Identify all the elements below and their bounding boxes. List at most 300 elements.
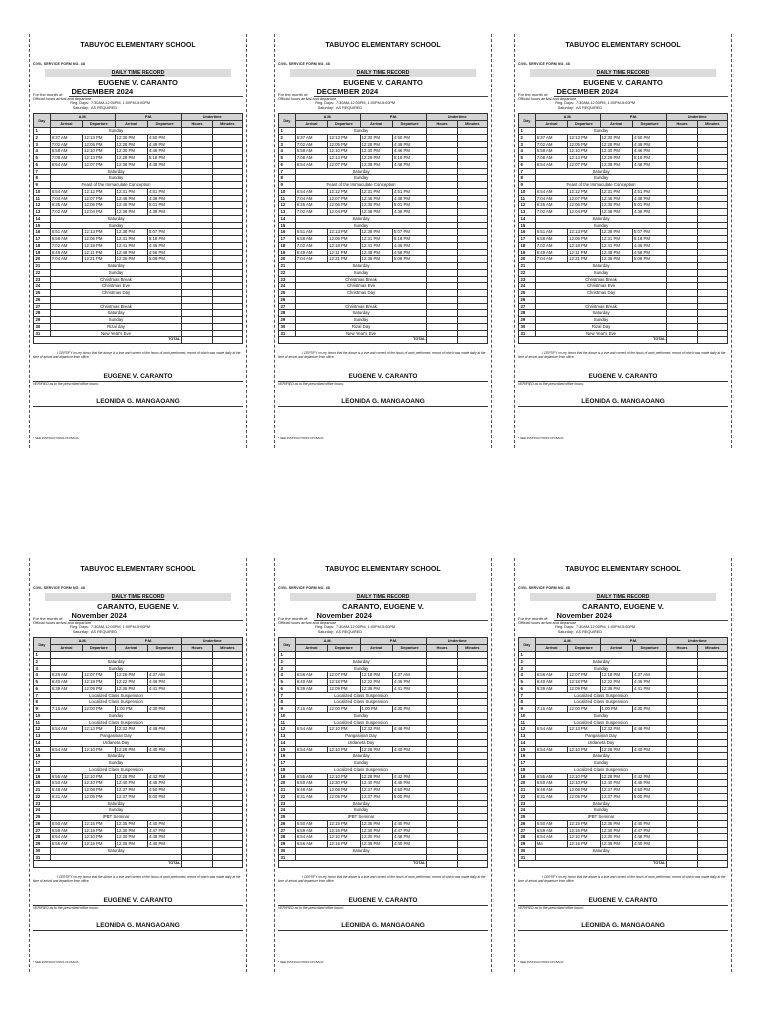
pm-arrival-cell: 12:31 PM xyxy=(115,188,147,195)
undertime-hours-cell xyxy=(427,330,457,337)
am-arrival-cell: 6:31 AM xyxy=(50,793,82,800)
am-arrival-cell: 6:48 AM xyxy=(50,787,82,794)
table-row xyxy=(519,854,728,861)
pm-departure-cell: 4:46 PM xyxy=(147,148,181,155)
pm-arrival-cell: 12:46 PM xyxy=(600,195,632,202)
saturday-label: Saturday: xyxy=(72,106,89,110)
pm-arrival-cell: 12:35 PM xyxy=(360,820,392,827)
instructions-note: * SEE INSTRUCTIONS ON BACK xyxy=(518,436,564,440)
undertime-hours-cell xyxy=(427,317,457,324)
official-hours-label: Official hours arrival and departure xyxy=(33,621,92,625)
am-arrival-cell: 6:37 AM xyxy=(50,134,82,141)
undertime-minutes-cell xyxy=(697,175,727,182)
am-departure-cell: 12:10 PM xyxy=(568,148,600,155)
undertime-minutes-cell xyxy=(212,215,242,222)
day-number: 23 xyxy=(34,276,51,283)
undertime-hours-cell xyxy=(182,733,212,740)
saturday-label: Saturday: xyxy=(72,630,89,634)
day-number: 22 xyxy=(34,269,51,276)
dtr-title: DAILY TIME RECORD xyxy=(530,69,716,77)
day-note: Sunday xyxy=(535,222,667,229)
pm-departure-cell: 4:40 PM xyxy=(632,746,666,753)
pm-departure-cell: 4:39 PM xyxy=(392,209,426,216)
undertime-minutes-cell xyxy=(697,290,727,297)
table-row xyxy=(279,256,488,263)
day-number: 19 xyxy=(519,773,536,780)
reg-days-label: Reg. Days: xyxy=(555,625,574,629)
undertime-hours-cell xyxy=(427,841,457,848)
table-row xyxy=(279,733,488,740)
table-row xyxy=(519,168,728,175)
day-note: Sunday xyxy=(50,269,182,276)
table-row xyxy=(519,672,728,679)
table-row xyxy=(34,249,243,256)
school-name: TABUYOC ELEMENTARY SCHOOL xyxy=(565,566,681,573)
undertime-minutes-cell xyxy=(697,712,727,719)
am-arrival-cell: 6:50 AM xyxy=(535,780,567,787)
header-pm: P.M. xyxy=(600,638,667,645)
pm-arrival-cell: 12:28 PM xyxy=(115,746,147,753)
undertime-minutes-cell xyxy=(457,760,487,767)
undertime-minutes-cell xyxy=(212,249,242,256)
form-number: CIVIL SERVICE FORM NO. 48 xyxy=(518,62,570,66)
undertime-minutes-cell xyxy=(212,766,242,773)
table-row xyxy=(34,276,243,283)
undertime-minutes-cell xyxy=(697,242,727,249)
day-number: 12 xyxy=(34,726,51,733)
table-row xyxy=(519,263,728,270)
undertime-hours-cell xyxy=(667,847,697,854)
employee-signature: EUGENE V. CARANTO xyxy=(33,897,243,906)
day-number: 17 xyxy=(519,760,536,767)
undertime-minutes-cell xyxy=(457,323,487,330)
pm-departure-cell: 4:51 PM xyxy=(632,188,666,195)
day-number: 17 xyxy=(34,760,51,767)
undertime-hours-cell xyxy=(667,222,697,229)
undertime-minutes-cell xyxy=(457,195,487,202)
table-row xyxy=(519,134,728,141)
undertime-minutes-cell xyxy=(697,780,727,787)
pm-arrival-cell: 12:35 PM xyxy=(115,841,147,848)
undertime-minutes-cell xyxy=(212,733,242,740)
table-row xyxy=(519,148,728,155)
undertime-minutes-cell xyxy=(212,310,242,317)
undertime-minutes-cell xyxy=(212,841,242,848)
undertime-hours-cell xyxy=(427,706,457,713)
day-note: Saturday xyxy=(50,168,182,175)
undertime-hours-cell xyxy=(182,679,212,686)
undertime-hours-cell xyxy=(182,719,212,726)
day-note: Sunday xyxy=(295,222,427,229)
day-number: 10 xyxy=(279,712,296,719)
table-row xyxy=(34,807,243,814)
am-arrival-cell: 6:54 AM xyxy=(50,188,82,195)
pm-arrival-cell: 12:41 PM xyxy=(600,242,632,249)
undertime-minutes-cell xyxy=(697,665,727,672)
undertime-minutes-cell xyxy=(457,739,487,746)
undertime-minutes-cell xyxy=(457,672,487,679)
day-number: 9 xyxy=(34,182,51,189)
am-departure-cell: 12:05 PM xyxy=(328,793,360,800)
undertime-hours-cell xyxy=(427,814,457,821)
undertime-hours-cell xyxy=(667,296,697,303)
am-arrival-cell: 6:40 AM xyxy=(50,679,82,686)
day-number: 23 xyxy=(279,276,296,283)
saturday-row xyxy=(33,106,243,111)
day-number: 5 xyxy=(34,679,51,686)
am-departure-cell: 12:13 PM xyxy=(568,229,600,236)
table-row xyxy=(34,679,243,686)
am-departure-cell: 12:05 PM xyxy=(568,236,600,243)
saturday-value: AS REQUIRED xyxy=(91,106,118,110)
table-row xyxy=(34,182,243,189)
header-hours: Hours xyxy=(427,645,457,652)
pm-arrival-cell: 12:37 PM xyxy=(360,787,392,794)
undertime-minutes-cell xyxy=(212,195,242,202)
table-row xyxy=(279,148,488,155)
undertime-hours-cell xyxy=(182,658,212,665)
pm-departure-cell: 4:46 PM xyxy=(392,148,426,155)
table-row xyxy=(34,719,243,726)
day-number: 25 xyxy=(279,814,296,821)
day-note xyxy=(295,854,427,861)
am-departure-cell: 12:13 PM xyxy=(568,134,600,141)
day-number: 28 xyxy=(279,310,296,317)
day-note: Sunday xyxy=(535,712,667,719)
day-number: 12 xyxy=(279,726,296,733)
table-row xyxy=(279,814,488,821)
day-number: 9 xyxy=(519,706,536,713)
reg-days-value: 7:30AM-12:00PM, 1:00PM-5:00PM xyxy=(336,101,396,105)
day-number: 15 xyxy=(519,222,536,229)
instructions-note: * SEE INSTRUCTIONS ON BACK xyxy=(518,960,564,964)
day-number: 6 xyxy=(519,161,536,168)
day-note: Sunday xyxy=(535,128,667,135)
day-number: 25 xyxy=(279,290,296,297)
day-note xyxy=(295,296,427,303)
day-note: Saturday xyxy=(295,753,427,760)
day-number: 3 xyxy=(34,665,51,672)
table-row xyxy=(519,310,728,317)
day-number: 27 xyxy=(34,827,51,834)
table-row xyxy=(519,317,728,324)
undertime-minutes-cell xyxy=(697,195,727,202)
undertime-minutes-cell xyxy=(457,665,487,672)
day-number: 24 xyxy=(279,807,296,814)
day-number: 3 xyxy=(519,665,536,672)
am-departure-cell: 12:13 PM xyxy=(328,155,360,162)
undertime-minutes-cell xyxy=(457,854,487,861)
day-number: 16 xyxy=(519,753,536,760)
undertime-minutes-cell xyxy=(212,290,242,297)
verified-text: VERIFIED as to the prescribed office hours: xyxy=(278,382,344,386)
am-arrival-cell: 6:54 AM xyxy=(535,726,567,733)
day-note: Christmas Eve xyxy=(295,283,427,290)
dtr-title: DAILY TIME RECORD xyxy=(290,593,476,601)
am-arrival-cell: 6:39 AM xyxy=(50,685,82,692)
undertime-hours-cell xyxy=(667,182,697,189)
undertime-hours-cell xyxy=(427,269,457,276)
day-note: Localized Class Suspension xyxy=(295,699,427,706)
day-note: Localized Class Suspension xyxy=(295,766,427,773)
undertime-hours-cell xyxy=(427,202,457,209)
undertime-hours-cell xyxy=(182,263,212,270)
header-am-departure: Departure xyxy=(568,121,600,128)
undertime-hours-cell xyxy=(182,155,212,162)
undertime-minutes-cell xyxy=(697,787,727,794)
pm-departure-cell: 4:40 PM xyxy=(147,746,181,753)
day-note: Saturday xyxy=(295,168,427,175)
pm-arrival-cell: 12:28 PM xyxy=(115,773,147,780)
table-row xyxy=(34,202,243,209)
undertime-minutes-cell xyxy=(212,330,242,337)
pm-departure-cell: 5:01 PM xyxy=(632,202,666,209)
am-departure-cell: 12:10 PM xyxy=(568,746,600,753)
pm-departure-cell: 4:47 PM xyxy=(147,827,181,834)
official-hours-label: Official hours arrival and departure xyxy=(278,621,337,625)
undertime-hours-cell xyxy=(667,276,697,283)
day-note: Christmas Eve xyxy=(50,283,182,290)
undertime-minutes-cell xyxy=(697,263,727,270)
am-departure-cell: 12:15 PM xyxy=(568,827,600,834)
saturday-row xyxy=(518,630,728,635)
table-row xyxy=(279,726,488,733)
day-number: 7 xyxy=(279,692,296,699)
day-number: 22 xyxy=(279,269,296,276)
am-departure-cell: 12:18 PM xyxy=(568,242,600,249)
undertime-minutes-cell xyxy=(697,814,727,821)
month-value: November 2024 xyxy=(314,611,488,621)
table-row xyxy=(519,814,728,821)
pm-departure-cell: 4:46 PM xyxy=(392,679,426,686)
undertime-minutes-cell xyxy=(212,820,242,827)
table-row xyxy=(519,746,728,753)
table-row xyxy=(279,236,488,243)
am-arrival-cell: 7:02 AM xyxy=(295,209,327,216)
am-arrival-cell: 6:50 AM xyxy=(535,820,567,827)
table-row xyxy=(34,209,243,216)
pm-departure-cell: 4:45 PM xyxy=(147,780,181,787)
total-label: TOTAL xyxy=(519,337,667,344)
school-name: TABUYOC ELEMENTARY SCHOOL xyxy=(565,42,681,49)
day-number: 17 xyxy=(34,236,51,243)
undertime-minutes-cell xyxy=(212,188,242,195)
table-row xyxy=(279,658,488,665)
header-pm: P.M. xyxy=(115,638,182,645)
table-row xyxy=(279,215,488,222)
day-note: Sunday xyxy=(50,175,182,182)
pm-departure-cell: 4:51 PM xyxy=(392,188,426,195)
pm-arrival-cell: 1:00 PM xyxy=(600,706,632,713)
total-hours xyxy=(667,861,697,868)
month-value: DECEMBER 2024 xyxy=(314,87,488,97)
pm-departure-cell: 4:46 PM xyxy=(632,679,666,686)
pm-arrival-cell: 12:40 PM xyxy=(600,780,632,787)
undertime-minutes-cell xyxy=(697,303,727,310)
undertime-minutes-cell xyxy=(697,148,727,155)
undertime-minutes-cell xyxy=(457,296,487,303)
official-hours-label: Official hours arrival and departure xyxy=(518,97,577,101)
table-row xyxy=(279,128,488,135)
table-row xyxy=(279,249,488,256)
pm-arrival-cell: 12:36 PM xyxy=(600,685,632,692)
am-departure-cell: 12:13 PM xyxy=(328,229,360,236)
day-number: 11 xyxy=(519,719,536,726)
pm-arrival-cell: 12:36 PM xyxy=(600,256,632,263)
table-row xyxy=(279,310,488,317)
am-departure-cell: 12:08 PM xyxy=(568,787,600,794)
undertime-hours-cell xyxy=(182,188,212,195)
undertime-hours-cell xyxy=(182,202,212,209)
undertime-hours-cell xyxy=(427,236,457,243)
day-number: 6 xyxy=(279,161,296,168)
header-am-departure: Departure xyxy=(328,645,360,652)
day-number: 19 xyxy=(279,249,296,256)
employee-name: EUGENE V. CARANTO xyxy=(343,78,423,87)
pm-departure-cell: 5:18 PM xyxy=(632,236,666,243)
table-row xyxy=(34,766,243,773)
am-departure-cell: 12:09 PM xyxy=(328,685,360,692)
undertime-hours-cell xyxy=(427,746,457,753)
day-number: 5 xyxy=(279,679,296,686)
pm-departure-cell: 4:49 PM xyxy=(147,141,181,148)
pm-arrival-cell: 12:38 PM xyxy=(600,161,632,168)
undertime-hours-cell xyxy=(182,807,212,814)
month-label: For the month of: xyxy=(278,616,309,621)
table-row xyxy=(519,793,728,800)
undertime-hours-cell xyxy=(182,753,212,760)
undertime-minutes-cell xyxy=(457,679,487,686)
am-departure-cell: 12:10 PM xyxy=(328,148,360,155)
undertime-hours-cell xyxy=(427,780,457,787)
undertime-minutes-cell xyxy=(212,753,242,760)
day-note: Christmas Break xyxy=(295,303,427,310)
table-row xyxy=(519,222,728,229)
table-row xyxy=(34,753,243,760)
pm-arrival-cell: 12:28 PM xyxy=(360,155,392,162)
header-pm: P.M. xyxy=(115,114,182,121)
header-am-departure: Departure xyxy=(568,645,600,652)
day-number: 10 xyxy=(34,712,51,719)
undertime-hours-cell xyxy=(182,290,212,297)
undertime-minutes-cell xyxy=(457,780,487,787)
undertime-minutes-cell xyxy=(697,317,727,324)
undertime-hours-cell xyxy=(667,706,697,713)
undertime-minutes-cell xyxy=(212,672,242,679)
undertime-minutes-cell xyxy=(697,820,727,827)
dtr-title: DAILY TIME RECORD xyxy=(45,593,231,601)
undertime-minutes-cell xyxy=(212,780,242,787)
table-row xyxy=(34,263,243,270)
day-number: 5 xyxy=(519,155,536,162)
pm-arrival-cell: 12:41 PM xyxy=(115,242,147,249)
saturday-value: AS REQUIRED xyxy=(336,630,363,634)
undertime-hours-cell xyxy=(427,679,457,686)
undertime-minutes-cell xyxy=(457,222,487,229)
pm-departure-cell: 4:46 PM xyxy=(392,242,426,249)
pm-arrival-cell: 12:38 PM xyxy=(360,229,392,236)
day-number: 14 xyxy=(34,215,51,222)
am-arrival-cell: 6:54 AM xyxy=(50,726,82,733)
table-row xyxy=(279,807,488,814)
time-record-table xyxy=(33,113,243,344)
day-number: 27 xyxy=(519,303,536,310)
pm-arrival-cell: 12:31 PM xyxy=(600,236,632,243)
am-departure-cell: 12:07 PM xyxy=(568,195,600,202)
day-number: 26 xyxy=(34,820,51,827)
table-row xyxy=(279,719,488,726)
dtr-title: DAILY TIME RECORD xyxy=(45,69,231,77)
day-number: 9 xyxy=(279,706,296,713)
pm-departure-cell: 4:46 PM xyxy=(147,242,181,249)
day-number: 1 xyxy=(519,652,536,659)
undertime-hours-cell xyxy=(667,679,697,686)
table-row xyxy=(34,134,243,141)
undertime-hours-cell xyxy=(427,760,457,767)
dtr-form xyxy=(33,566,243,964)
day-note: Sunday xyxy=(295,807,427,814)
day-note: Localized Class Suspension xyxy=(50,692,182,699)
pm-departure-cell: 4:46 PM xyxy=(632,148,666,155)
undertime-minutes-cell xyxy=(697,128,727,135)
undertime-minutes-cell xyxy=(697,276,727,283)
day-number: 11 xyxy=(519,195,536,202)
day-number: 29 xyxy=(519,317,536,324)
day-note: Christmas Eve xyxy=(535,283,667,290)
am-arrival-cell: 6:54 AM xyxy=(295,726,327,733)
day-number: 15 xyxy=(34,222,51,229)
undertime-hours-cell xyxy=(667,834,697,841)
pm-departure-cell: 4:48 PM xyxy=(632,161,666,168)
day-note: Localized Class Suspension xyxy=(535,719,667,726)
pm-arrival-cell: 12:30 PM xyxy=(360,134,392,141)
table-row xyxy=(34,733,243,740)
day-number: 5 xyxy=(34,155,51,162)
am-arrival-cell: 6:58 AM xyxy=(50,148,82,155)
day-number: 19 xyxy=(34,773,51,780)
day-note: Feast of the Immaculate Conception xyxy=(50,182,182,189)
table-row xyxy=(519,841,728,848)
undertime-hours-cell xyxy=(182,236,212,243)
undertime-hours-cell xyxy=(427,753,457,760)
undertime-minutes-cell xyxy=(457,236,487,243)
undertime-minutes-cell xyxy=(212,269,242,276)
undertime-minutes-cell xyxy=(697,807,727,814)
pm-departure-cell: 4:45 PM xyxy=(632,780,666,787)
undertime-minutes-cell xyxy=(457,215,487,222)
table-row xyxy=(519,780,728,787)
am-departure-cell: 12:07 PM xyxy=(328,195,360,202)
day-number: 13 xyxy=(519,733,536,740)
pm-arrival-cell: 12:46 PM xyxy=(600,202,632,209)
day-number: 14 xyxy=(279,739,296,746)
am-departure-cell: 12:12 PM xyxy=(328,188,360,195)
verified-text: VERIFIED as to the prescribed office hours: xyxy=(33,906,99,910)
day-number: 9 xyxy=(519,182,536,189)
table-row xyxy=(519,141,728,148)
day-note: Saturday xyxy=(535,800,667,807)
day-number: 6 xyxy=(279,685,296,692)
pm-arrival-cell: 12:32 PM xyxy=(115,726,147,733)
undertime-minutes-cell xyxy=(212,263,242,270)
day-note: Pangasinan Day xyxy=(50,733,182,740)
day-number: 26 xyxy=(34,296,51,303)
undertime-minutes-cell xyxy=(457,807,487,814)
am-departure-cell: 12:13 PM xyxy=(83,229,115,236)
pm-departure-cell: 5:07 PM xyxy=(632,229,666,236)
certification-text: I CERTIFY on my honor that the above is a true and correct of the hours of work performed, record of which was made daily at the time of arrival and departure from office. xyxy=(33,875,241,883)
pm-departure-cell: 4:45 PM xyxy=(392,780,426,787)
